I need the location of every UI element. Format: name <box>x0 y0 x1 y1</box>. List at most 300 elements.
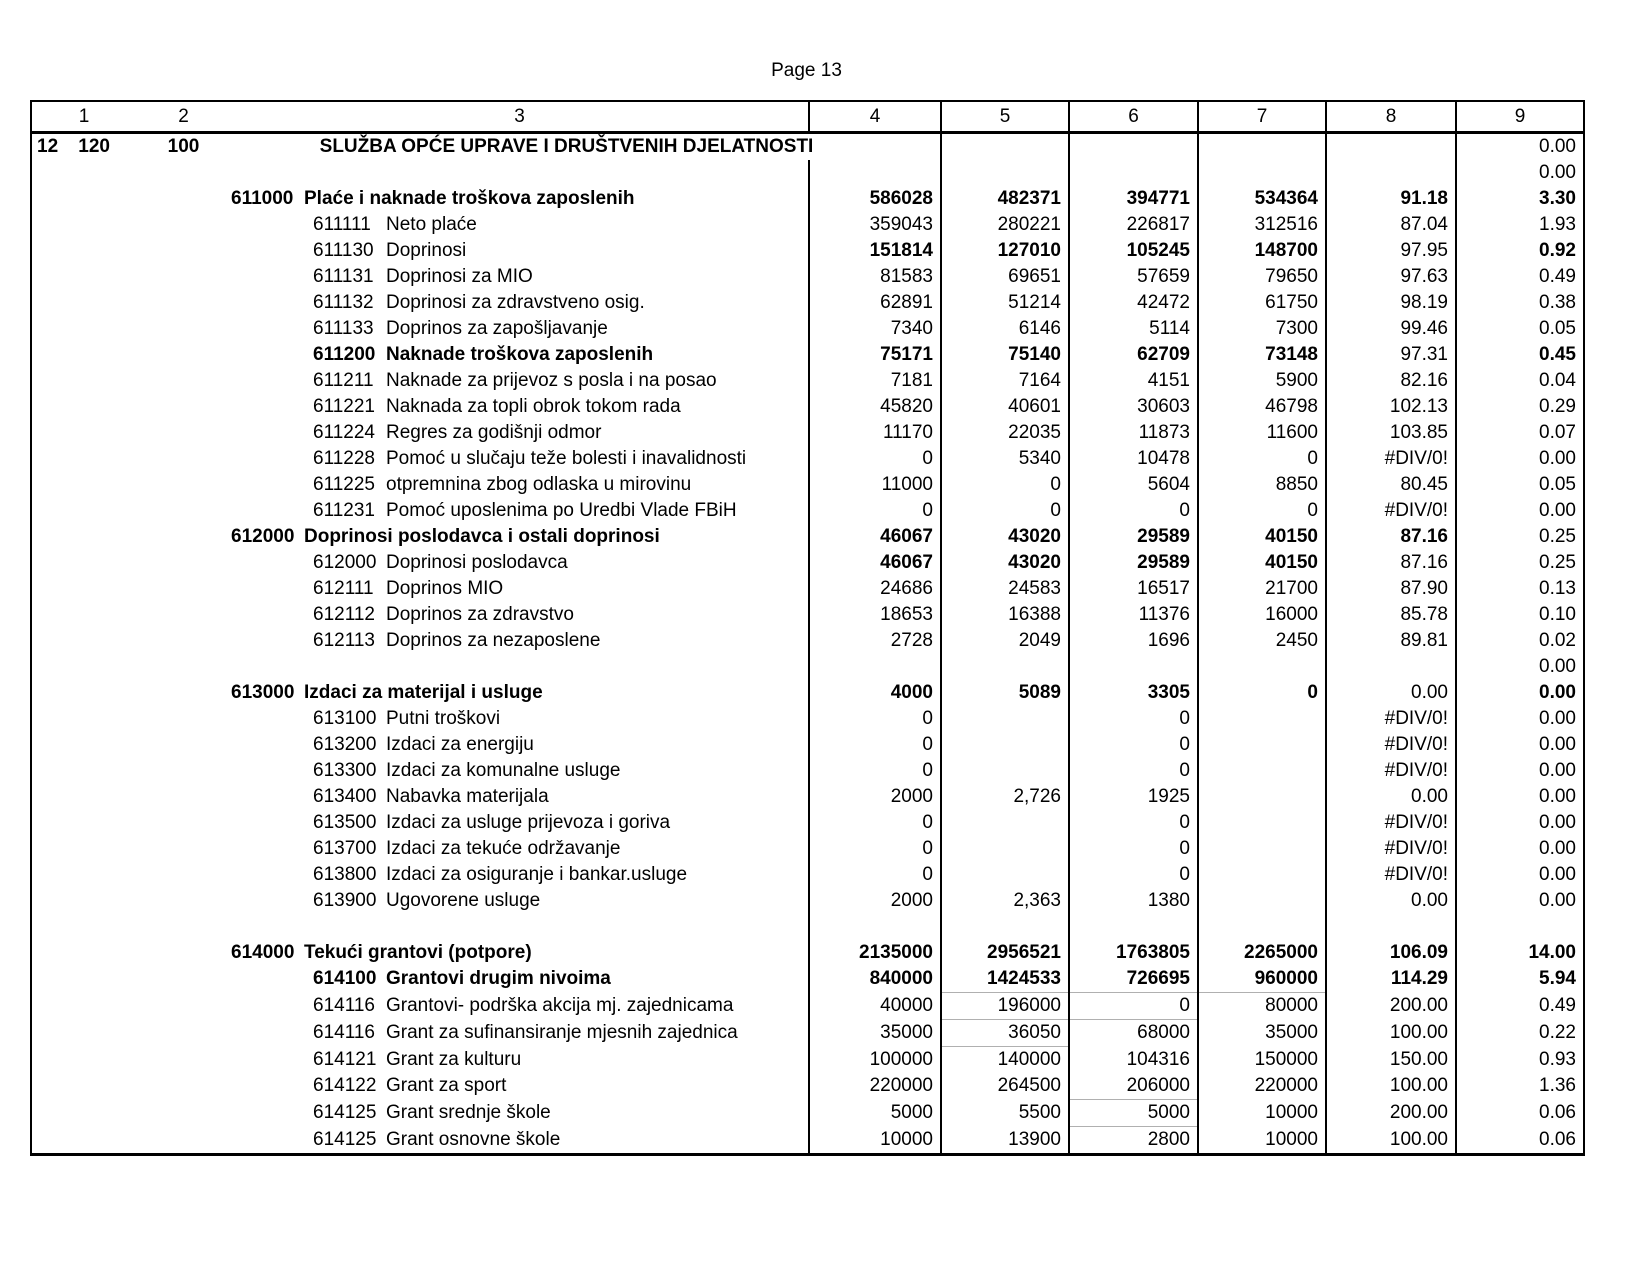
value-cell: 0.00 <box>1456 680 1584 706</box>
value-cell: 80000 <box>1198 993 1326 1020</box>
value-cell: 312516 <box>1198 212 1326 238</box>
account-code: 613900 <box>313 890 377 911</box>
account-code: 611231 <box>313 500 375 521</box>
value-cell <box>809 654 941 680</box>
header-cell-7: 7 <box>1198 101 1326 133</box>
value-cell: 21700 <box>1198 576 1326 602</box>
account-label: Grantovi- podrška akcija mj. zajednicama <box>386 995 734 1016</box>
value-cell: 11000 <box>809 472 941 498</box>
account-code: 613300 <box>313 760 377 781</box>
account-code: 612111 <box>313 578 374 599</box>
value-cell <box>941 706 1069 732</box>
value-cell: 51214 <box>941 290 1069 316</box>
value-cell: 206000 <box>1069 1073 1198 1100</box>
value-cell: 0.04 <box>1456 368 1584 394</box>
account-cell <box>231 810 809 836</box>
table-row <box>31 732 1584 758</box>
value-cell: 91.18 <box>1326 186 1456 212</box>
account-label: Doprinos za zapošljavanje <box>386 318 608 339</box>
value-cell <box>1198 914 1326 940</box>
col1-cell <box>31 160 136 186</box>
value-cell <box>1198 862 1326 888</box>
account-label: Nabavka materijala <box>386 786 549 807</box>
account-cell <box>231 550 809 576</box>
col1-cell <box>31 1127 136 1155</box>
table-row <box>31 238 1584 264</box>
col2-cell <box>136 810 231 836</box>
value-cell: 0 <box>1069 993 1198 1020</box>
col1-cell <box>31 602 136 628</box>
value-cell: 73148 <box>1198 342 1326 368</box>
value-cell: 11170 <box>809 420 941 446</box>
col1-cell <box>31 706 136 732</box>
account-cell <box>231 394 809 420</box>
value-cell: 0.00 <box>1456 810 1584 836</box>
col2-cell <box>136 654 231 680</box>
account-cell <box>231 212 809 238</box>
value-cell: 0.49 <box>1456 993 1584 1020</box>
col2-cell <box>136 888 231 914</box>
col1-cell <box>31 420 136 446</box>
value-cell: 0.00 <box>1456 732 1584 758</box>
col1-cell <box>31 654 136 680</box>
value-cell: 6146 <box>941 316 1069 342</box>
account-label: Naknade troškova zaposlenih <box>386 344 654 365</box>
col1-cell <box>31 784 136 810</box>
value-cell: 0 <box>809 446 941 472</box>
account-label: Pomoć u slučaju teže bolesti i inavalidnosti <box>386 448 747 469</box>
value-cell: 46798 <box>1198 394 1326 420</box>
table-row <box>31 966 1584 993</box>
account-code: 614125 <box>313 1102 377 1123</box>
account-code: 611224 <box>313 422 375 443</box>
account-code: 612000 <box>231 526 295 547</box>
value-cell: 81583 <box>809 264 941 290</box>
account-cell <box>231 160 809 186</box>
value-cell <box>1198 706 1326 732</box>
col2-cell <box>136 290 231 316</box>
value-cell: 0.02 <box>1456 628 1584 654</box>
col2-cell <box>136 186 231 212</box>
value-cell: 8850 <box>1198 472 1326 498</box>
value-cell: 1696 <box>1069 628 1198 654</box>
value-cell: 104316 <box>1069 1047 1198 1074</box>
value-cell: 726695 <box>1069 966 1198 993</box>
col2-cell <box>136 316 231 342</box>
account-cell <box>231 576 809 602</box>
value-cell <box>941 654 1069 680</box>
value-cell <box>809 160 941 186</box>
value-cell: 68000 <box>1069 1020 1198 1047</box>
account-cell <box>231 498 809 524</box>
value-cell <box>1069 914 1198 940</box>
col1-cell <box>31 628 136 654</box>
value-cell: 0.49 <box>1456 264 1584 290</box>
value-cell: 87.90 <box>1326 576 1456 602</box>
value-cell: 42472 <box>1069 290 1198 316</box>
account-cell <box>231 238 809 264</box>
col1-cell <box>31 1100 136 1127</box>
col2-cell <box>136 940 231 966</box>
value-cell: 0.00 <box>1456 654 1584 680</box>
account-cell <box>231 680 809 706</box>
org-codes-cell <box>31 133 136 161</box>
value-cell: 1.93 <box>1456 212 1584 238</box>
col2-cell <box>136 1073 231 1100</box>
value-cell: 3.30 <box>1456 186 1584 212</box>
col1-cell <box>31 993 136 1020</box>
value-cell <box>1198 133 1326 161</box>
table-row <box>31 472 1584 498</box>
account-code: 613000 <box>231 682 295 703</box>
org-code-1: 12 <box>37 136 59 157</box>
value-cell: 0 <box>1198 680 1326 706</box>
account-label: Grant za kulturu <box>386 1048 522 1070</box>
account-cell <box>231 758 809 784</box>
account-cell <box>231 628 809 654</box>
value-cell <box>1198 810 1326 836</box>
account-label: Doprinosi poslodavca <box>386 552 568 573</box>
value-cell: 14.00 <box>1456 940 1584 966</box>
col2-cell <box>136 758 231 784</box>
header-cell-2: 2 <box>178 106 189 127</box>
value-cell <box>941 160 1069 186</box>
col2-cell <box>136 212 231 238</box>
value-cell: 0.00 <box>1456 862 1584 888</box>
value-cell: 264500 <box>941 1073 1069 1100</box>
value-cell: 2,363 <box>941 888 1069 914</box>
value-cell: 80.45 <box>1326 472 1456 498</box>
value-cell: #DIV/0! <box>1326 836 1456 862</box>
value-cell: 0 <box>809 758 941 784</box>
header-cell-6: 6 <box>1069 101 1198 133</box>
table-row <box>31 1047 1584 1074</box>
value-cell <box>1198 836 1326 862</box>
value-cell: 87.16 <box>1326 524 1456 550</box>
value-cell: 151814 <box>809 238 941 264</box>
value-cell: 13900 <box>941 1127 1069 1155</box>
value-cell: 46067 <box>809 550 941 576</box>
table-row <box>31 576 1584 602</box>
table-row <box>31 446 1584 472</box>
value-cell: 140000 <box>941 1047 1069 1074</box>
account-cell <box>231 706 809 732</box>
value-cell: #DIV/0! <box>1326 810 1456 836</box>
value-cell: 102.13 <box>1326 394 1456 420</box>
col2-cell <box>136 524 231 550</box>
value-cell: 45820 <box>809 394 941 420</box>
value-cell: #DIV/0! <box>1326 706 1456 732</box>
value-cell: 29589 <box>1069 550 1198 576</box>
account-cell <box>231 993 809 1020</box>
value-cell: 5.94 <box>1456 966 1584 993</box>
account-code: 612113 <box>313 630 375 651</box>
value-cell: 200.00 <box>1326 993 1456 1020</box>
value-cell: 0.29 <box>1456 394 1584 420</box>
value-cell: 5604 <box>1069 472 1198 498</box>
account-cell <box>231 446 809 472</box>
value-cell <box>1198 160 1326 186</box>
col1-cell <box>31 732 136 758</box>
blank-row <box>31 914 1584 940</box>
value-cell: 16388 <box>941 602 1069 628</box>
table-row <box>31 1127 1584 1155</box>
header-cell-8: 8 <box>1326 101 1456 133</box>
value-cell: 0 <box>809 498 941 524</box>
org-code-2: 120 <box>78 136 110 157</box>
value-cell: 97.31 <box>1326 342 1456 368</box>
table-row <box>31 680 1584 706</box>
account-cell <box>231 654 809 680</box>
account-cell <box>231 290 809 316</box>
account-cell <box>231 342 809 368</box>
value-cell: 22035 <box>941 420 1069 446</box>
account-code: 613100 <box>313 708 377 729</box>
account-label: Naknada za topli obrok tokom rada <box>386 396 681 417</box>
value-cell: 150.00 <box>1326 1047 1456 1074</box>
value-cell: 0.00 <box>1456 498 1584 524</box>
org-code-3: 100 <box>167 136 200 157</box>
value-cell: 40150 <box>1198 550 1326 576</box>
value-cell <box>1326 160 1456 186</box>
value-cell: 0 <box>809 862 941 888</box>
table-body <box>31 133 1584 1155</box>
value-cell: 482371 <box>941 186 1069 212</box>
value-cell: 0.06 <box>1456 1127 1584 1155</box>
account-cell <box>231 1020 809 1047</box>
table-row <box>31 498 1584 524</box>
col1-cell <box>31 862 136 888</box>
account-cell <box>231 862 809 888</box>
header-cell-9: 9 <box>1456 101 1584 133</box>
account-label: Grant osnovne škole <box>386 1128 561 1150</box>
col2-cell <box>136 862 231 888</box>
account-cell <box>231 264 809 290</box>
value-cell: 2,726 <box>941 784 1069 810</box>
value-cell: 359043 <box>809 212 941 238</box>
value-cell: 35000 <box>809 1020 941 1047</box>
value-cell: 5900 <box>1198 368 1326 394</box>
col2-cell <box>136 342 231 368</box>
account-code: 611130 <box>313 240 374 261</box>
value-cell: 0.00 <box>1326 680 1456 706</box>
value-cell <box>1326 914 1456 940</box>
table-row <box>31 342 1584 368</box>
value-cell <box>1069 133 1198 161</box>
col1-cell <box>31 394 136 420</box>
value-cell: 5114 <box>1069 316 1198 342</box>
value-cell: 0.00 <box>1326 888 1456 914</box>
col2-cell <box>136 394 231 420</box>
value-cell: 36050 <box>941 1020 1069 1047</box>
col2-cell <box>136 160 231 186</box>
value-cell: 534364 <box>1198 186 1326 212</box>
table-row <box>31 862 1584 888</box>
col2-cell <box>136 732 231 758</box>
account-label: Doprinosi <box>386 240 467 261</box>
col2-cell <box>136 1047 231 1074</box>
col1-cell <box>31 264 136 290</box>
value-cell: 0.00 <box>1456 706 1584 732</box>
value-cell <box>1069 160 1198 186</box>
account-label: Neto plaće <box>386 214 477 235</box>
col1-cell <box>31 316 136 342</box>
value-cell: 105245 <box>1069 238 1198 264</box>
account-cell <box>231 836 809 862</box>
col1-cell <box>31 472 136 498</box>
value-cell: 85.78 <box>1326 602 1456 628</box>
account-code: 614116 <box>313 995 375 1016</box>
account-code: 613400 <box>313 786 377 807</box>
col1-cell <box>31 680 136 706</box>
table-row <box>31 602 1584 628</box>
col1-cell <box>31 524 136 550</box>
col2-cell <box>136 993 231 1020</box>
col2-cell <box>136 368 231 394</box>
value-cell: 0.13 <box>1456 576 1584 602</box>
table-row <box>31 706 1584 732</box>
col1-cell <box>31 342 136 368</box>
value-cell: 2956521 <box>941 940 1069 966</box>
col1-cell <box>31 888 136 914</box>
value-cell <box>1198 654 1326 680</box>
value-cell: 0.10 <box>1456 602 1584 628</box>
col1-cell <box>31 810 136 836</box>
account-code: 613500 <box>313 812 377 833</box>
value-cell: 43020 <box>941 524 1069 550</box>
account-cell <box>231 316 809 342</box>
value-cell: 7164 <box>941 368 1069 394</box>
value-cell <box>1198 758 1326 784</box>
col2-cell <box>136 1100 231 1127</box>
account-label: Doprinos MIO <box>386 578 504 599</box>
value-cell <box>1326 133 1456 161</box>
account-cell <box>231 784 809 810</box>
account-cell <box>231 1073 809 1100</box>
table-row <box>31 1020 1584 1047</box>
table-row <box>31 368 1584 394</box>
value-cell: 10000 <box>1198 1127 1326 1155</box>
account-code: 614121 <box>313 1048 377 1070</box>
value-cell: 960000 <box>1198 966 1326 993</box>
table-row <box>31 810 1584 836</box>
account-code: 611228 <box>313 448 375 469</box>
value-cell: 0.00 <box>1456 888 1584 914</box>
value-cell: 150000 <box>1198 1047 1326 1074</box>
value-cell: 0 <box>1069 862 1198 888</box>
table-row <box>31 186 1584 212</box>
col2-cell <box>136 550 231 576</box>
value-cell: 226817 <box>1069 212 1198 238</box>
value-cell: 0.05 <box>1456 472 1584 498</box>
column-header-row <box>31 101 1584 133</box>
account-label: Izdaci za materijal i usluge <box>304 682 543 703</box>
value-cell: 79650 <box>1198 264 1326 290</box>
value-cell: 16000 <box>1198 602 1326 628</box>
account-label: Grantovi drugim nivoima <box>386 968 611 990</box>
value-cell: 35000 <box>1198 1020 1326 1047</box>
account-label: Doprinos za nezaposlene <box>386 630 601 651</box>
value-cell: 0.00 <box>1456 784 1584 810</box>
value-cell: 586028 <box>809 186 941 212</box>
value-cell <box>1198 732 1326 758</box>
value-cell: 16517 <box>1069 576 1198 602</box>
value-cell: 100000 <box>809 1047 941 1074</box>
table-row <box>31 212 1584 238</box>
value-cell: 18653 <box>809 602 941 628</box>
account-label: Izdaci za komunalne usluge <box>386 760 621 781</box>
value-cell: #DIV/0! <box>1326 758 1456 784</box>
value-cell: 2000 <box>809 784 941 810</box>
account-label: Izdaci za tekuće održavanje <box>386 838 621 859</box>
value-cell: 5000 <box>1069 1100 1198 1127</box>
value-cell: 10000 <box>1198 1100 1326 1127</box>
col2-cell <box>136 238 231 264</box>
account-label: Doprinosi poslodavca i ostali doprinosi <box>304 526 660 547</box>
value-cell: 0.25 <box>1456 550 1584 576</box>
value-cell: #DIV/0! <box>1326 732 1456 758</box>
value-cell: 5340 <box>941 446 1069 472</box>
account-code: 613200 <box>313 734 377 755</box>
account-label: Ugovorene usluge <box>386 890 541 911</box>
col1-cell <box>31 238 136 264</box>
account-cell <box>231 186 809 212</box>
value-cell: 87.04 <box>1326 212 1456 238</box>
value-cell: 24686 <box>809 576 941 602</box>
table-row <box>31 420 1584 446</box>
value-cell: 280221 <box>941 212 1069 238</box>
value-cell: 40150 <box>1198 524 1326 550</box>
value-cell <box>941 732 1069 758</box>
value-cell: 69651 <box>941 264 1069 290</box>
col1-cell <box>31 940 136 966</box>
value-cell <box>1069 654 1198 680</box>
account-label: Grant srednje škole <box>386 1102 551 1123</box>
value-cell <box>1198 888 1326 914</box>
col2-cell <box>136 628 231 654</box>
col1-cell <box>31 550 136 576</box>
account-code: 611000 <box>231 188 294 209</box>
col2-cell <box>136 420 231 446</box>
account-label: Doprinosi za MIO <box>386 266 533 287</box>
org-title: SLUŽBA OPĆE UPRAVE I DRUŠTVENIH DJELATNOSTI <box>319 136 814 157</box>
account-code: 611111 <box>313 214 371 235</box>
col2-cell <box>136 706 231 732</box>
col2-cell <box>136 446 231 472</box>
account-cell <box>231 420 809 446</box>
account-label: Grant za sport <box>386 1075 507 1097</box>
value-cell: 0.07 <box>1456 420 1584 446</box>
value-cell: 7300 <box>1198 316 1326 342</box>
value-cell: 75171 <box>809 342 941 368</box>
account-code: 613800 <box>313 864 377 885</box>
table-row <box>31 888 1584 914</box>
account-cell <box>231 1047 809 1074</box>
value-cell: 0 <box>941 498 1069 524</box>
value-cell <box>941 914 1069 940</box>
value-cell: 200.00 <box>1326 1100 1456 1127</box>
account-code: 614000 <box>231 942 295 963</box>
value-cell: 1424533 <box>941 966 1069 993</box>
value-cell: 0.92 <box>1456 238 1584 264</box>
value-cell <box>1456 914 1584 940</box>
account-label: Izdaci za usluge prijevoza i goriva <box>386 812 671 833</box>
value-cell: 0 <box>809 732 941 758</box>
value-cell: 1925 <box>1069 784 1198 810</box>
value-cell: 0.05 <box>1456 316 1584 342</box>
value-cell: 4151 <box>1069 368 1198 394</box>
account-label: otpremnina zbog odlaska u mirovinu <box>386 474 692 495</box>
